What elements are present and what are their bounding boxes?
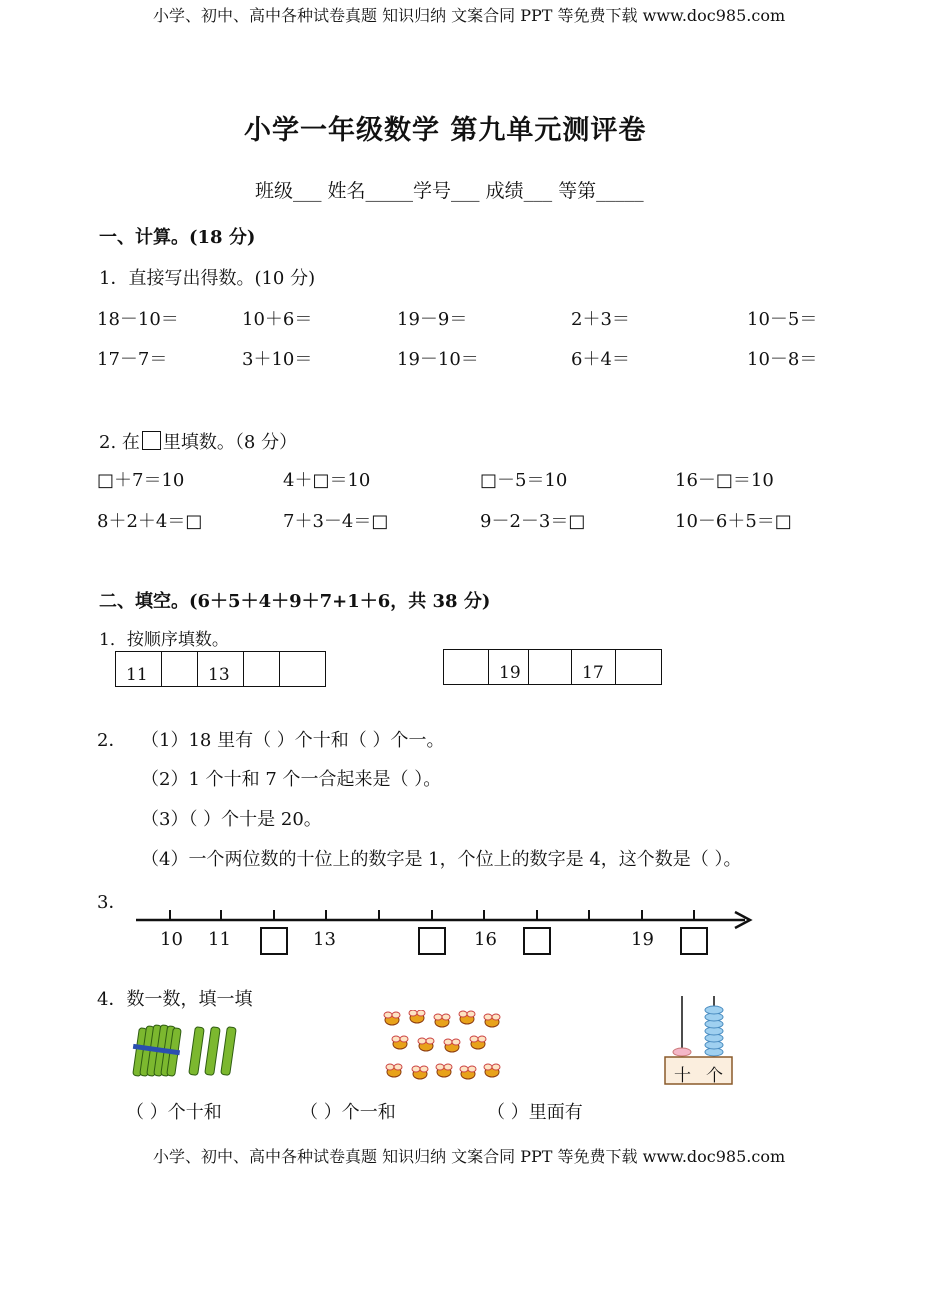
section2-heading: 二、填空。(6＋5＋4＋9＋7+1＋6，共 38 分) (99, 591, 491, 612)
fill-item: 8＋2＋4＝□ (97, 511, 203, 532)
abacus-label-tens: 十 (674, 1066, 691, 1086)
number-line-ticks (170, 910, 694, 920)
fill-item: 10－6＋5＝□ (675, 511, 792, 532)
seq-cell-value: 17 (582, 663, 604, 683)
calc-item: 10＋6＝ (242, 309, 313, 330)
q2-label-post: 里填数。（8 分） (162, 432, 298, 453)
seq-cell-value: 11 (126, 665, 148, 685)
number-line-label: 11 (208, 929, 231, 950)
seq-cell-value: 19 (499, 663, 521, 683)
calc-item: 10－8＝ (747, 349, 818, 370)
number-line-label: 19 (631, 929, 654, 950)
q2-label-pre: 2. 在 (99, 432, 140, 453)
number-line-answer-box[interactable] (680, 927, 708, 955)
fill-item: □＋7＝10 (97, 470, 185, 491)
answer-box-icon (142, 431, 161, 450)
seq-cell (197, 652, 243, 686)
seq-label: 1．按顺序填数。 (99, 630, 229, 650)
bees-group-icon (382, 1010, 507, 1088)
q2-item: （3）（ ）个十是 20。 (141, 809, 322, 830)
seq-cell-value: 13 (208, 665, 230, 685)
calc-item: 3＋10＝ (242, 349, 313, 370)
q2-item: （2）1 个十和 7 个一合起来是（ ）。 (141, 769, 442, 790)
number-line-label: 10 (160, 929, 183, 950)
page-footer: 小学、初中、高中各种试卷真题 知识归纳 文案合同 PPT 等免费下载 www.doc985.com (153, 1147, 786, 1166)
calc-item: 6＋4＝ (571, 349, 630, 370)
section1-heading: 一、计算。(18 分) (99, 227, 256, 248)
seq-cell[interactable] (161, 652, 197, 686)
abacus-label-ones: 个 (706, 1066, 723, 1086)
bead-icon (673, 1048, 691, 1056)
q4-caption: （ ）个十和 (126, 1102, 222, 1123)
seq-cell (571, 650, 615, 684)
q2-item: （4）一个两位数的十位上的数字是 1，个位上的数字是 4，这个数是（ ）。 (141, 849, 742, 870)
seq-cell[interactable] (279, 652, 327, 686)
fill-item: 16－□＝10 (675, 470, 774, 491)
calc-item: 2＋3＝ (571, 309, 630, 330)
q4-caption: （ ）里面有 (487, 1102, 583, 1123)
calc-item: 18－10＝ (97, 309, 179, 330)
calc-item: 17－7＝ (97, 349, 168, 370)
page-header: 小学、初中、高中各种试卷真题 知识归纳 文案合同 PPT 等免费下载 www.doc985.com (153, 6, 786, 25)
seq-cell[interactable] (528, 650, 571, 684)
calc-item: 10－5＝ (747, 309, 818, 330)
number-line-answer-box[interactable] (523, 927, 551, 955)
seq-cell[interactable] (615, 650, 663, 684)
sequence-boxes-a (115, 651, 326, 687)
q4-label: 4．数一数，填一填 (97, 989, 253, 1010)
student-info-line: 班级___ 姓名_____学号___ 成绩___ 等第_____ (255, 180, 644, 202)
page-title: 小学一年级数学 第九单元测评卷 (244, 115, 647, 146)
q2-item: （1）18 里有（ ）个十和（ ）个一。 (141, 730, 445, 751)
q2-label (99, 428, 297, 454)
number-line-label: 13 (313, 929, 336, 950)
sticks-bundle-icon (130, 1022, 245, 1080)
fill-item: 4＋□＝10 (283, 470, 371, 491)
number-line-label: 16 (474, 929, 497, 950)
q3-number: 3． (97, 892, 127, 913)
beads-icon (705, 1006, 723, 1056)
fill-item: □－5＝10 (480, 470, 568, 491)
q2-number: 2． (97, 730, 127, 751)
seq-cell (488, 650, 528, 684)
q1-label: 1．直接写出得数。(10 分) (99, 268, 316, 289)
number-line-answer-box[interactable] (418, 927, 446, 955)
seq-cell[interactable] (243, 652, 279, 686)
q4-caption: （ ）个一和 (300, 1102, 396, 1123)
loose-sticks-icon (189, 1027, 237, 1076)
fill-item: 7＋3－4＝□ (283, 511, 389, 532)
seq-cell (116, 652, 161, 686)
fill-item: 9－2－3＝□ (480, 511, 586, 532)
seq-cell[interactable] (444, 650, 488, 684)
number-line-answer-box[interactable] (260, 927, 288, 955)
sequence-boxes-b (443, 649, 662, 685)
calc-item: 19－10＝ (397, 349, 479, 370)
calc-item: 19－9＝ (397, 309, 468, 330)
